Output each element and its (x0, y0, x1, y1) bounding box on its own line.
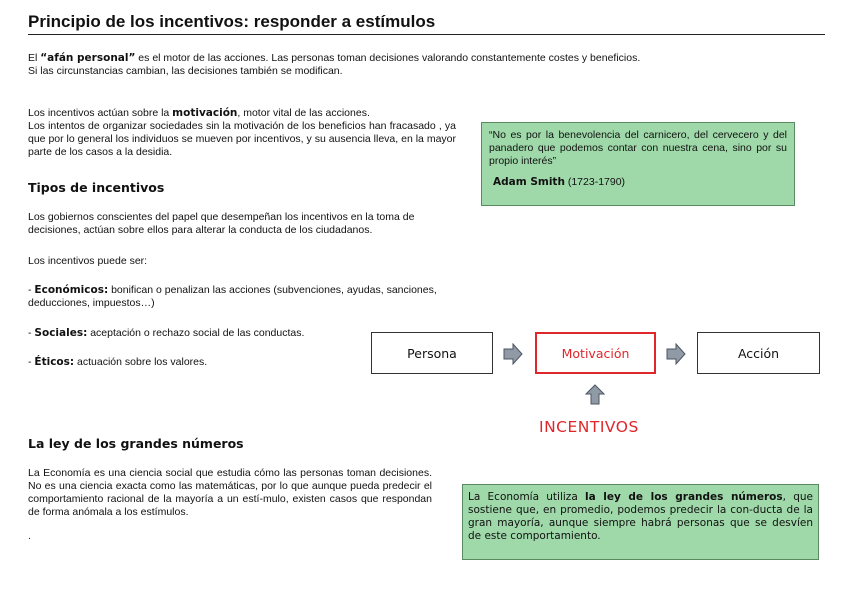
tipos-heading: Tipos de incentivos (28, 180, 165, 195)
motivacion-label: Motivación (561, 345, 630, 361)
economic-label: Económicos: (34, 284, 109, 296)
economic-item (28, 284, 456, 310)
intro-bold: “afán personal” (40, 52, 136, 64)
persona-label: Persona (407, 345, 457, 361)
note-text-post: , que sostiene que, en promedio, podemos predecir la con-ducta de la gran mayoría, aunque siempre habrá personas que se desvíen de este comportamiento. (468, 491, 813, 542)
motivation-text: Los incentivos actúan sobre la (28, 107, 173, 119)
ethic-text: actuación sobre los valores. (74, 356, 208, 368)
ethic-item (28, 356, 207, 369)
accion-box (697, 332, 820, 374)
quote-years: (1723-1790) (564, 176, 626, 188)
intro-line-2: Si las circunstancias cambian, las decisiones también se modifican. (28, 65, 343, 77)
motivation-bold: motivación (172, 107, 238, 119)
social-text: aceptación o rechazo social de las conductas. (87, 327, 305, 339)
motivation-text-post: , motor vital de las acciones. (237, 107, 370, 119)
economic-dash: - (28, 284, 35, 296)
incentivos-label: INCENTIVOS (539, 418, 639, 436)
tipos-paragraph: Los gobiernos conscientes del papel que desempeñan los incentivos en la toma de decisiones, actúan sobre ellos para alterar la conducta de los ciudadanos. (28, 211, 415, 236)
arrow-right-icon (666, 343, 686, 365)
social-label: Sociales: (34, 327, 88, 339)
note-bold: la ley de los grandes números (585, 491, 783, 503)
motivation-rest: Los intentos de organizar sociedades sin la motivación de los beneficios han fracasado , ya que por lo general los individuos se mueven por incentivos, y su ausencia lleva, en la mayor parte de los casos a la desidia. (28, 120, 456, 158)
arrow-right-icon (503, 343, 523, 365)
grandes-numeros-note (462, 484, 819, 560)
note-text: La Economía utiliza (468, 491, 586, 503)
ley-dot: . (28, 530, 31, 542)
persona-box (371, 332, 493, 374)
intro-text: El (28, 52, 41, 64)
page-title: Principio de los incentivos: responder a estímulos (28, 12, 825, 35)
adam-smith-quote (481, 122, 795, 206)
social-item (28, 327, 304, 340)
social-dash: - (28, 327, 35, 339)
motivacion-box (535, 332, 656, 374)
ley-heading: La ley de los grandes números (28, 436, 244, 451)
quote-author: Adam Smith (493, 176, 565, 188)
ley-paragraph: La Economía es una ciencia social que estudia cómo las personas toman decisiones. No es una ciencia exacta como las matemáticas, por lo que aunque pueda predecir el comportamiento racional de la mayoría a un estí-mulo, existen casos que respondan de forma anómala a los estímulos. (28, 467, 432, 518)
intro-paragraph (28, 52, 818, 78)
ethic-dash: - (28, 356, 35, 368)
motivation-paragraph (28, 107, 456, 159)
intro-text-rest: es el motor de las acciones. Las personas toman decisiones valorando constantemente costes y beneficios. (135, 52, 641, 64)
quote-attribution (489, 176, 787, 189)
arrow-up-icon (585, 384, 605, 406)
economic-text: bonifican o penalizan las acciones (subvenciones, ayudas, sanciones, deducciones, impuestos…) (28, 284, 437, 309)
tipos-list-intro: Los incentivos puede ser: (28, 255, 148, 267)
accion-label: Acción (737, 345, 780, 361)
quote-text: “No es por la benevolencia del carnicero, del cervecero y del panadero que podemos contar con nuestra cena, sino por su propio interés” (489, 129, 787, 167)
ethic-label: Éticos: (34, 356, 75, 368)
